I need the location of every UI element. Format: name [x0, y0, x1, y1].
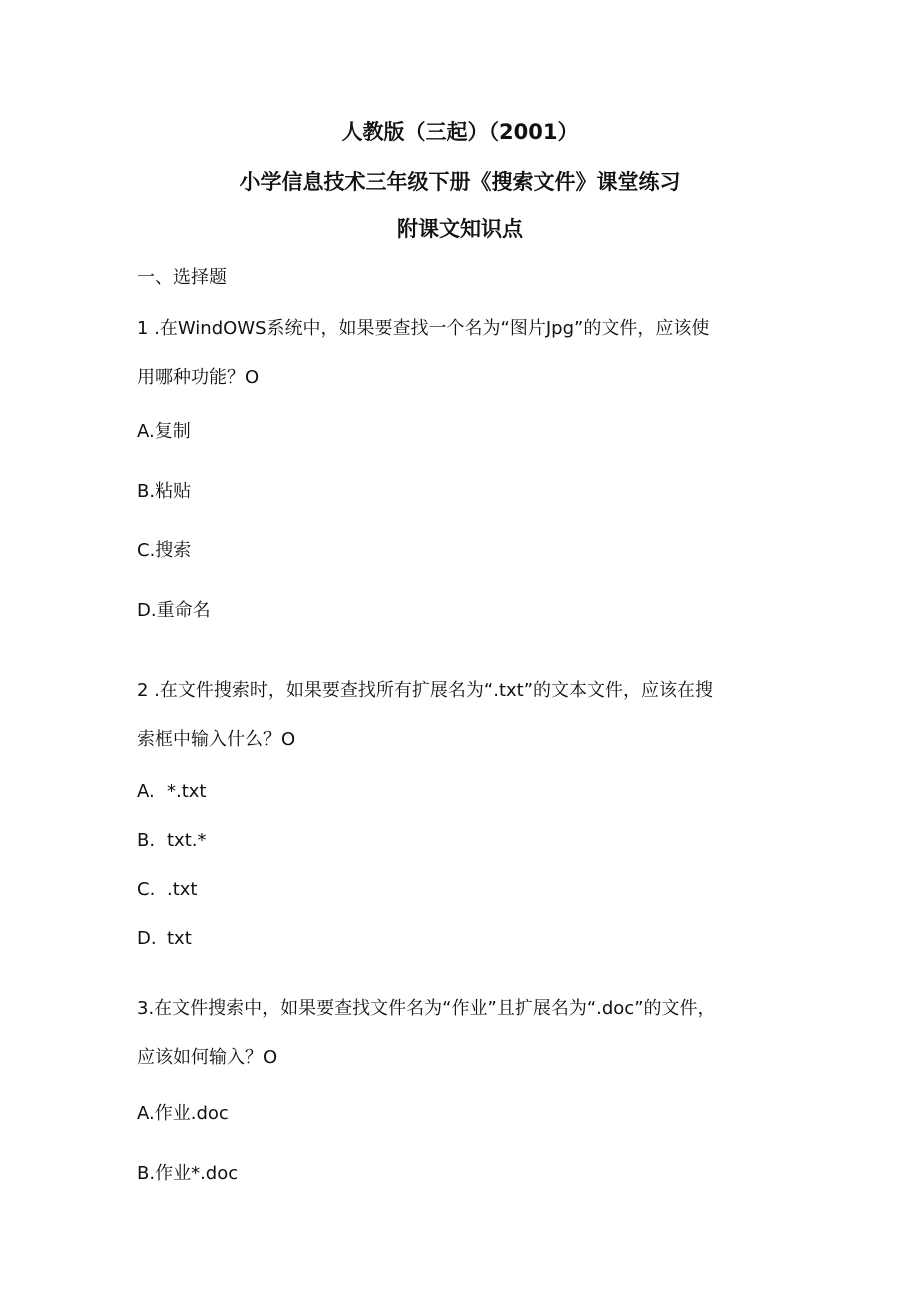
question-2-option-d-letter: D.: [137, 928, 157, 949]
question-2-option-a-letter: A.: [137, 781, 155, 802]
section-heading: 一、选择题: [137, 267, 227, 288]
question-2-option-a-value: *.txt: [167, 781, 207, 802]
question-2-stem-line-1: 2 .在文件搜索时，如果要查找所有扩展名为“.txt”的文本文件，应该在搜: [137, 680, 714, 701]
document-title: 人教版（三起）（2001）: [341, 120, 579, 144]
question-3-option-a: A.作业.doc: [137, 1103, 229, 1124]
question-1-stem-line-2: 用哪种功能？O: [137, 367, 260, 388]
question-1-stem-line-1: 1 .在WindOWS系统中，如果要查找一个名为“图片Jpg”的文件，应该使: [137, 318, 710, 339]
question-1-option-a: A.复制: [137, 421, 191, 442]
question-1-option-c: C.搜索: [137, 540, 192, 561]
question-1-option-b: B.粘贴: [137, 481, 192, 502]
question-2-option-d-value: txt: [167, 928, 192, 949]
question-3-stem-line-1: 3.在文件搜索中，如果要查找文件名为“作业”且扩展名为“.doc”的文件，: [137, 998, 716, 1019]
question-3-stem-line-2: 应该如何输入？O: [137, 1047, 278, 1068]
document-subtitle-2: 附课文知识点: [397, 217, 523, 241]
question-2-option-c-letter: C.: [137, 879, 156, 900]
question-2-option-b-value: txt.*: [167, 830, 207, 851]
document-subtitle: 小学信息技术三年级下册《搜索文件》课堂练习: [239, 170, 681, 194]
question-2-option-b-letter: B.: [137, 830, 156, 851]
question-3-option-b: B.作业*.doc: [137, 1163, 239, 1184]
question-1-option-d: D.重命名: [137, 600, 211, 621]
question-2-option-c-value: .txt: [167, 879, 198, 900]
question-2-stem-line-2: 索框中输入什么？O: [137, 729, 296, 750]
